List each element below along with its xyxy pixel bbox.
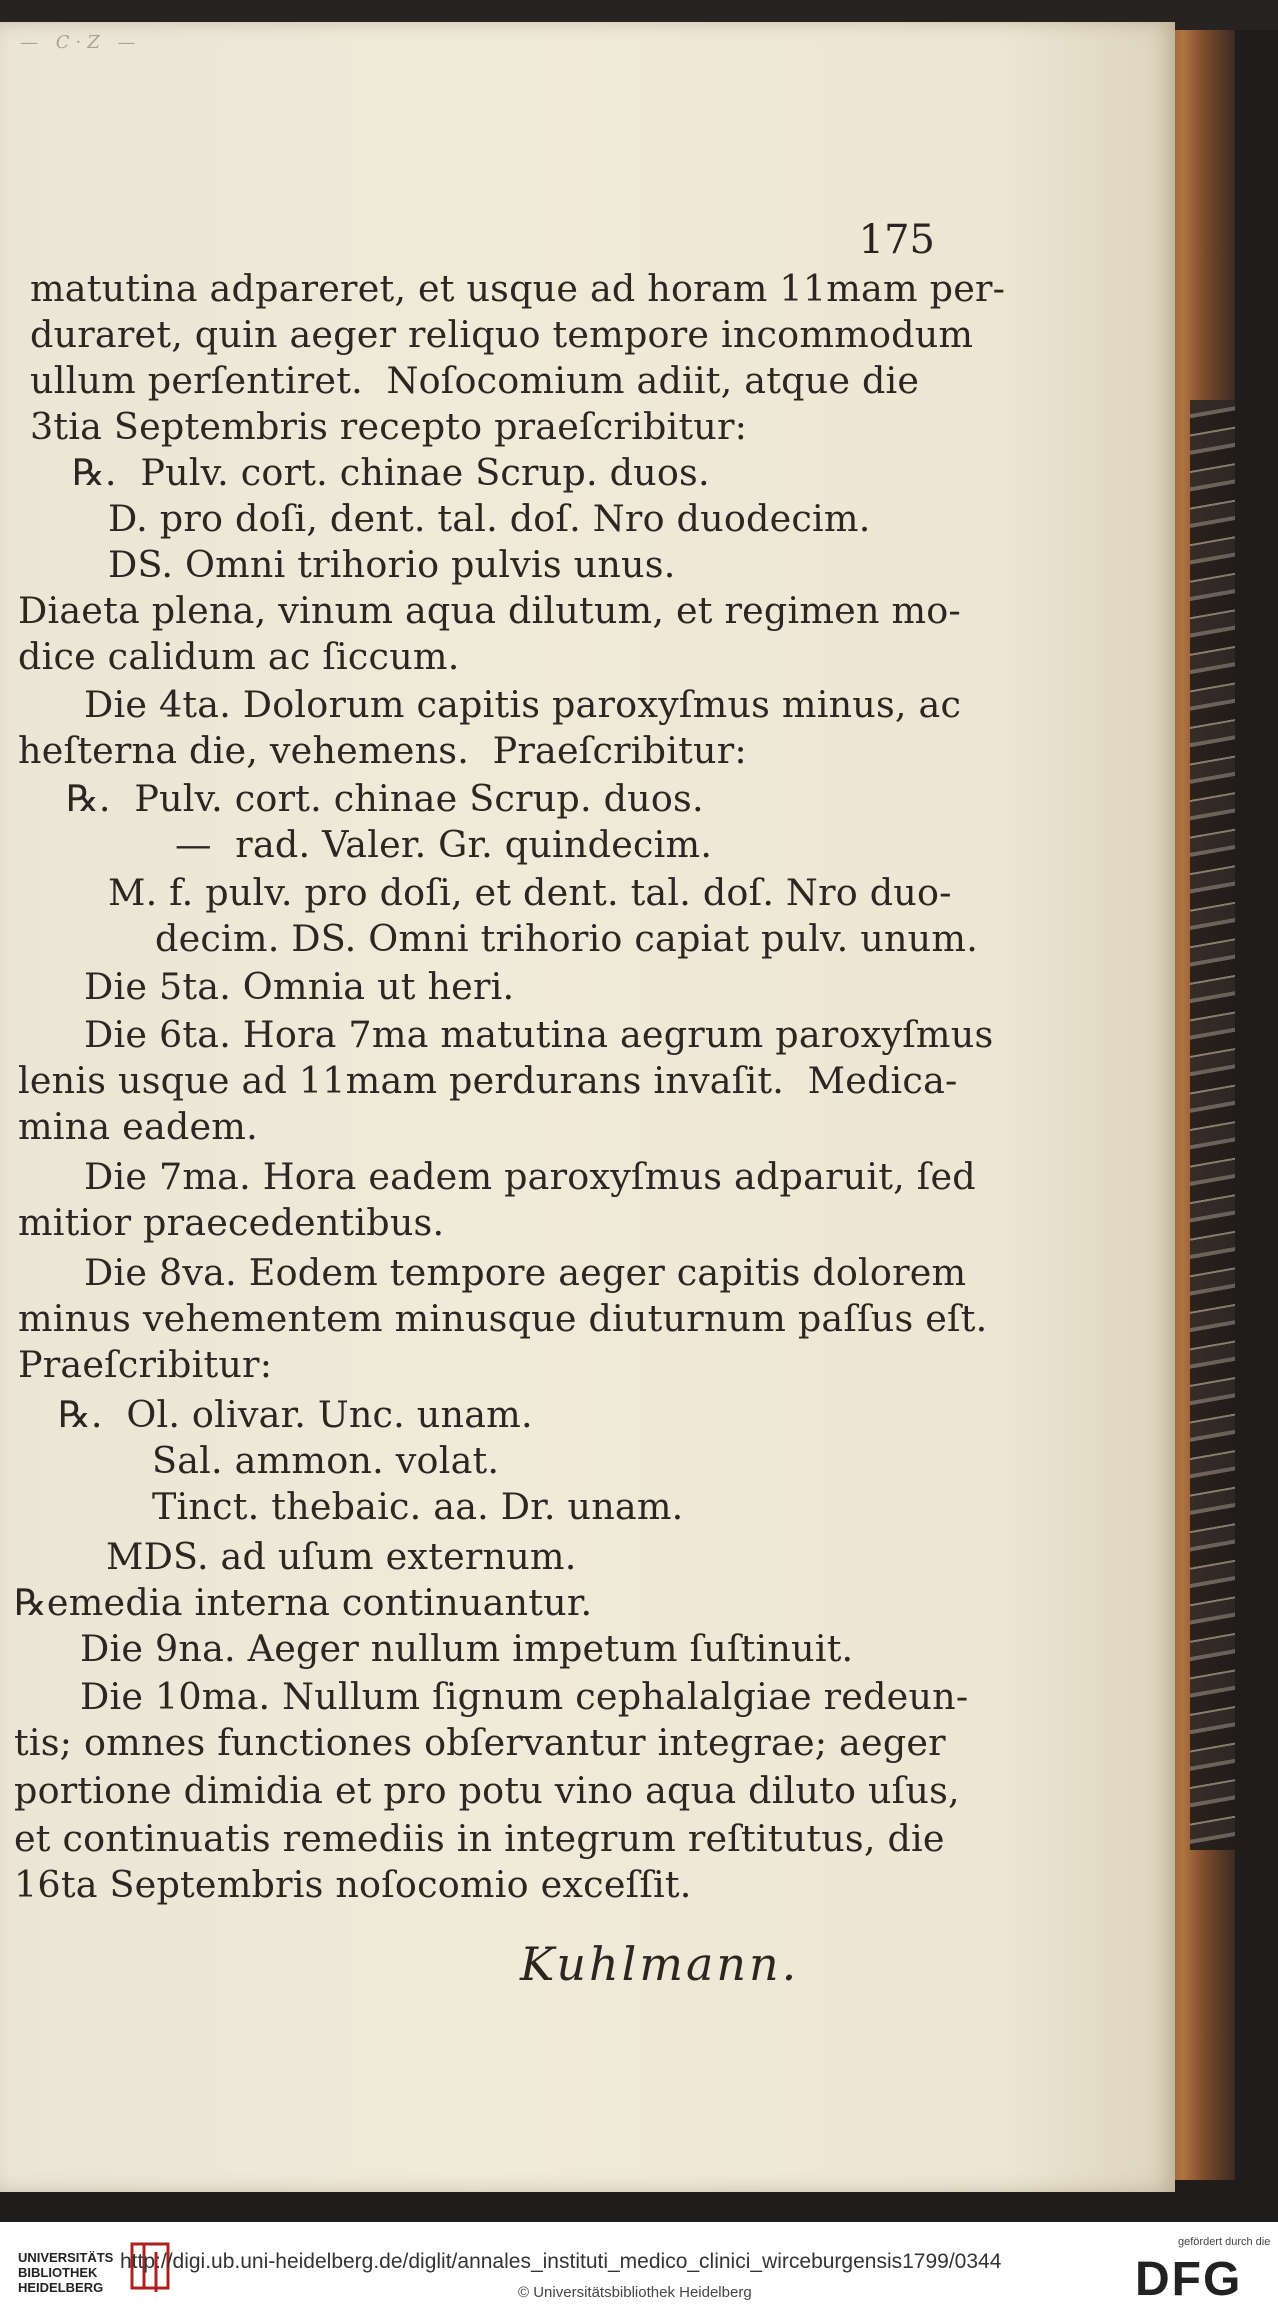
page-number: 175: [858, 217, 935, 263]
dfg-logo: DFG: [1135, 2253, 1243, 2306]
text-line: Sal. ammon. volat.: [152, 1439, 500, 1482]
text-line: D. pro doſi, dent. tal. doſ. Nro duodecim.: [108, 497, 871, 540]
text-line: minus vehementem minusque diuturnum paſſus eſt.: [18, 1297, 988, 1340]
text-line: Die 7ma. Hora eadem paroxyſmus adparuit, ſed: [84, 1155, 976, 1198]
text-line: M. f. pulv. pro doſi, et dent. tal. doſ. Nro duo-: [108, 871, 952, 914]
text-line: heſterna die, vehemens. Praeſcribitur:: [18, 729, 747, 772]
text-line: DS. Omni trihorio pulvis unus.: [108, 543, 676, 586]
text-line: 3tia Septembris recepto praeſcribitur:: [30, 405, 748, 448]
text-line: dice calidum ac ſiccum.: [18, 635, 460, 678]
text-line: Diaeta plena, vinum aqua dilutum, et regimen mo-: [18, 589, 961, 632]
viewer-footer: [0, 2222, 1278, 2316]
text-line: mina eadem.: [18, 1105, 258, 1148]
text-line: ℞emedia interna continuantur.: [14, 1581, 593, 1624]
text-line: Tinct. thebaic. aa. Dr. unam.: [152, 1485, 684, 1528]
text-line: Praeſcribitur:: [18, 1343, 273, 1386]
funding-note: gefördert durch die: [1178, 2236, 1271, 2248]
text-line: 16ta Septembris noſocomio exceſſit.: [14, 1863, 692, 1906]
text-line: Die 8va. Eodem tempore aeger capitis dolorem: [84, 1251, 967, 1294]
text-line: Die 10ma. Nullum ſignum cephalalgiae redeun-: [80, 1675, 969, 1718]
text-line: decim. DS. Omni trihorio capiat pulv. unum.: [155, 917, 979, 960]
text-line: portione dimidia et pro potu vino aqua diluto uſus,: [14, 1769, 960, 1812]
text-line: MDS. ad uſum externum.: [106, 1535, 577, 1578]
text-line: lenis usque ad 11mam perdurans invaſit. Medica-: [18, 1059, 958, 1102]
signature: Kuhlmann.: [520, 1937, 800, 1991]
text-line: duraret, quin aeger reliquo tempore incommodum: [30, 313, 974, 356]
top-margin-scribble: — C·Z —: [20, 32, 142, 53]
text-line: mitior praecedentibus.: [18, 1201, 445, 1244]
text-line: ℞. Pulv. cort. chinae Scrup. duos.: [66, 777, 704, 820]
text-line: Die 6ta. Hora 7ma matutina aegrum paroxyſmus: [84, 1013, 994, 1056]
text-line: ℞. Ol. olivar. Unc. unam.: [58, 1393, 533, 1436]
text-line: Die 9na. Aeger nullum impetum ſuſtinuit.: [80, 1627, 854, 1670]
text-line: Die 5ta. Omnia ut heri.: [84, 965, 515, 1008]
text-line: matutina adpareret, et usque ad horam 11mam per-: [30, 267, 1006, 310]
book-page: [0, 22, 1175, 2192]
marbled-cover-edge: [1190, 400, 1235, 1850]
text-line: ℞. Pulv. cort. chinae Scrup. duos.: [72, 451, 710, 494]
copyright-notice: © Universitätsbibliothek Heidelberg: [518, 2284, 752, 2301]
text-line: Die 4ta. Dolorum capitis paroxyſmus minus, ac: [84, 683, 962, 726]
text-line: ullum perſentiret. Noſocomium adiit, atque die: [30, 359, 920, 402]
library-name: UNIVERSITÄTS BIBLIOTHEK HEIDELBERG: [18, 2250, 114, 2295]
text-line: — rad. Valer. Gr. quindecim.: [175, 823, 713, 866]
text-line: tis; omnes functiones obſervantur integrae; aeger: [14, 1721, 946, 1764]
text-line: et continuatis remediis in integrum reſtitutus, die: [14, 1817, 945, 1860]
permalink-url[interactable]: http://digi.ub.uni-heidelberg.de/diglit/annales_instituti_medico_clinici_wirceburgensis1799/0344: [120, 2250, 1002, 2273]
